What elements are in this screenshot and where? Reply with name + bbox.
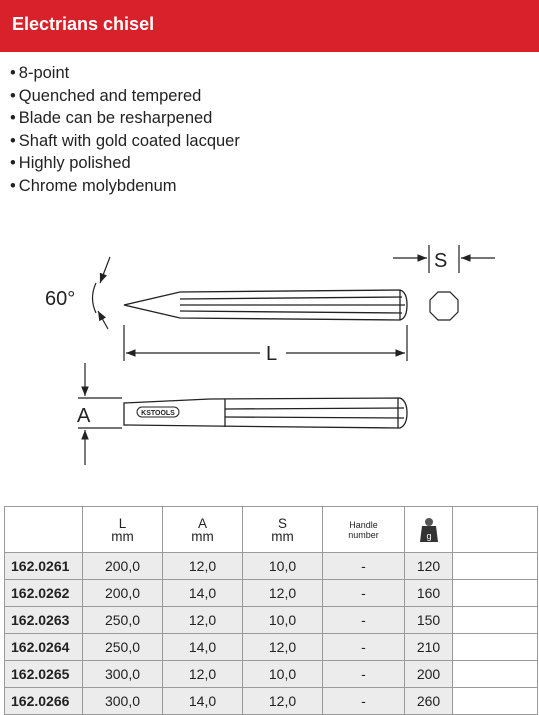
section-label: S <box>434 250 448 272</box>
weight-value: 160 <box>405 580 453 607</box>
weight-value: 120 <box>405 553 453 580</box>
length-value: 300,0 <box>83 688 163 715</box>
brand-logo <box>137 407 179 417</box>
section-value: 12,0 <box>243 688 323 715</box>
handle-value: - <box>323 580 405 607</box>
title-bar <box>0 0 539 52</box>
feature-item: • Chrome molybdenum <box>10 175 240 198</box>
article-number: 162.0262 <box>5 580 83 607</box>
svg-text:KSTOOLS: KSTOOLS <box>141 410 175 417</box>
empty-cell <box>453 634 538 661</box>
handle-value: - <box>323 661 405 688</box>
feature-item: • Blade can be resharpened <box>10 107 240 130</box>
specification-table <box>4 506 538 715</box>
column-header-empty <box>453 507 538 553</box>
page-title: Electrians chisel <box>12 14 155 34</box>
article-number: 162.0265 <box>5 661 83 688</box>
table-row <box>5 607 538 634</box>
empty-cell <box>453 553 538 580</box>
section-value: 12,0 <box>243 580 323 607</box>
column-header-length: L mm <box>83 507 163 553</box>
section-value: 12,0 <box>243 634 323 661</box>
feature-item: • Shaft with gold coated lacquer <box>10 130 240 153</box>
feature-item: • Quenched and tempered <box>10 85 240 108</box>
column-header-handle-number: Handle number <box>323 507 405 553</box>
length-value: 300,0 <box>83 661 163 688</box>
weight-value: 200 <box>405 661 453 688</box>
width-value: 12,0 <box>163 661 243 688</box>
svg-text:g: g <box>425 530 432 541</box>
empty-cell <box>453 688 538 715</box>
table-row <box>5 688 538 715</box>
weight-icon <box>419 517 439 543</box>
feature-list <box>10 62 240 198</box>
angle-label: 60° <box>45 288 76 310</box>
weight-value: 210 <box>405 634 453 661</box>
article-number: 162.0264 <box>5 634 83 661</box>
article-number: 162.0263 <box>5 607 83 634</box>
table-row <box>5 580 538 607</box>
weight-value: 150 <box>405 607 453 634</box>
column-header-width: A mm <box>163 507 243 553</box>
section-value: 10,0 <box>243 553 323 580</box>
octagon-section-icon <box>430 292 458 320</box>
section-value: 10,0 <box>243 607 323 634</box>
handle-value: - <box>323 634 405 661</box>
feature-item: • Highly polished <box>10 152 240 175</box>
table-row <box>5 661 538 688</box>
handle-value: - <box>323 607 405 634</box>
empty-cell <box>453 661 538 688</box>
length-value: 250,0 <box>83 634 163 661</box>
length-label: L <box>266 343 278 365</box>
width-value: 12,0 <box>163 607 243 634</box>
chisel-technical-drawing <box>0 235 539 475</box>
handle-value: - <box>323 553 405 580</box>
weight-value: 260 <box>405 688 453 715</box>
article-number: 162.0266 <box>5 688 83 715</box>
width-value: 14,0 <box>163 580 243 607</box>
table-row <box>5 553 538 580</box>
feature-item: • 8-point <box>10 62 240 85</box>
section-value: 10,0 <box>243 661 323 688</box>
width-value: 14,0 <box>163 688 243 715</box>
table-row <box>5 634 538 661</box>
empty-cell <box>453 607 538 634</box>
column-header-article <box>5 507 83 553</box>
handle-value: - <box>323 688 405 715</box>
empty-cell <box>453 580 538 607</box>
width-label: A <box>77 405 91 427</box>
column-header-section: S mm <box>243 507 323 553</box>
table-header-row <box>5 507 538 553</box>
width-value: 12,0 <box>163 553 243 580</box>
width-value: 14,0 <box>163 634 243 661</box>
angle-indicator <box>93 257 111 329</box>
article-number: 162.0261 <box>5 553 83 580</box>
chisel-top-view <box>124 290 407 320</box>
column-header-weight <box>405 507 453 553</box>
length-value: 200,0 <box>83 580 163 607</box>
length-value: 250,0 <box>83 607 163 634</box>
length-value: 200,0 <box>83 553 163 580</box>
